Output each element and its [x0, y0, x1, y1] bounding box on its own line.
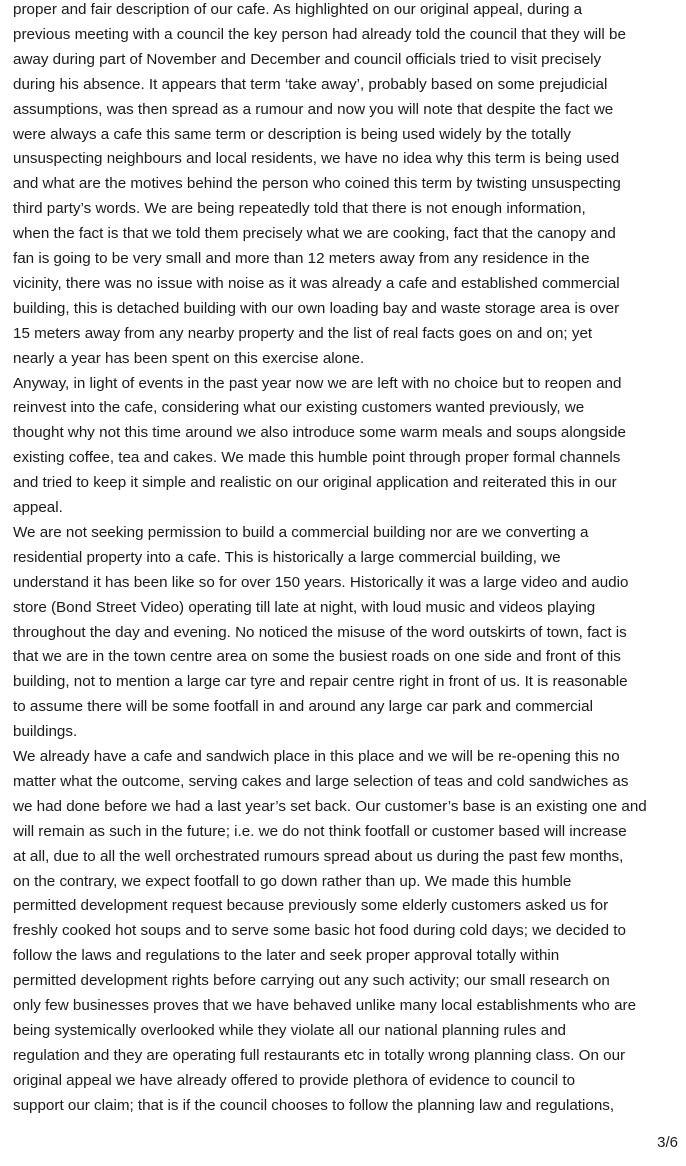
text-line: at all, due to all the well orchestrated rumours spread about us during the past few months, — [13, 847, 624, 865]
text-line: 15 meters away from any nearby property and the list of real facts goes on and on; yet — [13, 324, 593, 342]
text-line: being systemically overlooked while they violate all our national planning rules and — [13, 1021, 566, 1039]
text-line: third party’s words. We are being repeatedly told that there is not enough information, — [13, 200, 586, 218]
text-line: unsuspecting neighbours and local residents, we have no idea why this term is being used — [13, 150, 620, 168]
text-line: support our claim; that is if the council chooses to follow the planning law and regulations, — [13, 1096, 615, 1114]
text-line: will remain as such in the future; i.e. we do not think footfall or customer based will increase — [13, 822, 627, 840]
text-line: permitted development request because previously some elderly customers asked us for — [13, 897, 609, 915]
text-line: and tried to keep it simple and realistic on our original application and reiterated this in our — [13, 474, 617, 492]
text-line: during his absence. It appears that term ‘take away’, probably based on some prejudicial — [13, 75, 608, 93]
text-line: building, this is detached building with our own loading bay and waste storage area is over — [13, 299, 620, 317]
text-line: on the contrary, we expect footfall to go down rather than up. We made this humble — [13, 872, 572, 890]
text-line: only few businesses proves that we have behaved unlike many local establishments who are — [13, 997, 637, 1014]
text-line: matter what the outcome, serving cakes and large selection of teas and cold sandwiches as — [13, 772, 629, 790]
text-line: throughout the day and evening. No noticed the misuse of the word outskirts of town, fact is — [13, 623, 627, 641]
text-line: were always a cafe this same term or description is being used widely by the totally — [13, 125, 571, 143]
text-line: vicinity, there was no issue with noise as it was already a cafe and established commercial — [13, 274, 620, 292]
text-line: that we are in the town centre area on some the busiest roads on one side and front of this — [13, 648, 621, 666]
text-line: reinvest into the cafe, considering what our existing customers wanted previously, we — [13, 399, 585, 417]
page-number: 3/6 — [657, 1134, 678, 1151]
text-line: follow the laws and regulations to the later and seek proper approval totally within — [13, 947, 560, 965]
text-line: original appeal we have already offered to provide plethora of evidence to council to — [13, 1071, 576, 1089]
text-line: and what are the motives behind the person who coined this term by twisting unsuspecting — [13, 175, 621, 193]
text-line: existing coffee, tea and cakes. We made this humble point through proper formal channels — [13, 449, 621, 467]
text-line: to assume there will be some footfall in and around any large car park and commercial — [13, 698, 593, 716]
text-line: assumptions, was then spread as a rumour and now you will note that despite the fact we — [13, 100, 614, 118]
text-line: permitted development rights before carrying out any such activity; our small research on — [13, 972, 610, 990]
text-line: previous meeting with a council the key person had already told the council that they will be — [13, 25, 626, 43]
text-line: building, not to mention a large car tyre and repair centre right in front of us. It is reasonable — [13, 673, 628, 691]
text-line: proper and fair description of our cafe. As highlighted on our original appeal, during a — [13, 1, 583, 18]
text-line: thought why not this time around we also introduce some warm meals and soups alongside — [13, 424, 626, 442]
text-line: residential property into a cafe. This is historically a large commercial building, we — [13, 548, 561, 566]
text-line: We are not seeking permission to build a commercial building nor are we converting a — [13, 523, 589, 541]
text-line: We already have a cafe and sandwich place in this place and we will be re-opening this no — [13, 748, 620, 765]
text-line: freshly cooked hot soups and to serve some basic hot food during cold days; we decided to — [13, 922, 626, 940]
text-line: appeal. — [13, 499, 63, 516]
text-line: away during part of November and December and council officials tried to visit precisely — [13, 50, 602, 68]
text-line: fan is going to be very small and more than 12 meters away from any residence in the — [13, 250, 590, 267]
text-line: store (Bond Street Video) operating till late at night, with loud music and videos playing — [13, 598, 596, 616]
text-line: regulation and they are operating full restaurants etc in totally wrong planning class. On our — [13, 1046, 626, 1064]
text-line: when the fact is that we told them precisely what we are cooking, fact that the canopy and — [13, 225, 616, 243]
text-line: we had done before we had a last year’s set back. Our customer’s base is an existing one and — [13, 797, 647, 815]
text-line: understand it has been like so for over 150 years. Historically it was a large video and audio — [13, 573, 629, 591]
text-line: buildings. — [13, 723, 78, 741]
text-line: nearly a year has been spent on this exercise alone. — [13, 349, 365, 367]
text-line: Anyway, in light of events in the past year now we are left with no choice but to reopen and — [13, 374, 622, 392]
